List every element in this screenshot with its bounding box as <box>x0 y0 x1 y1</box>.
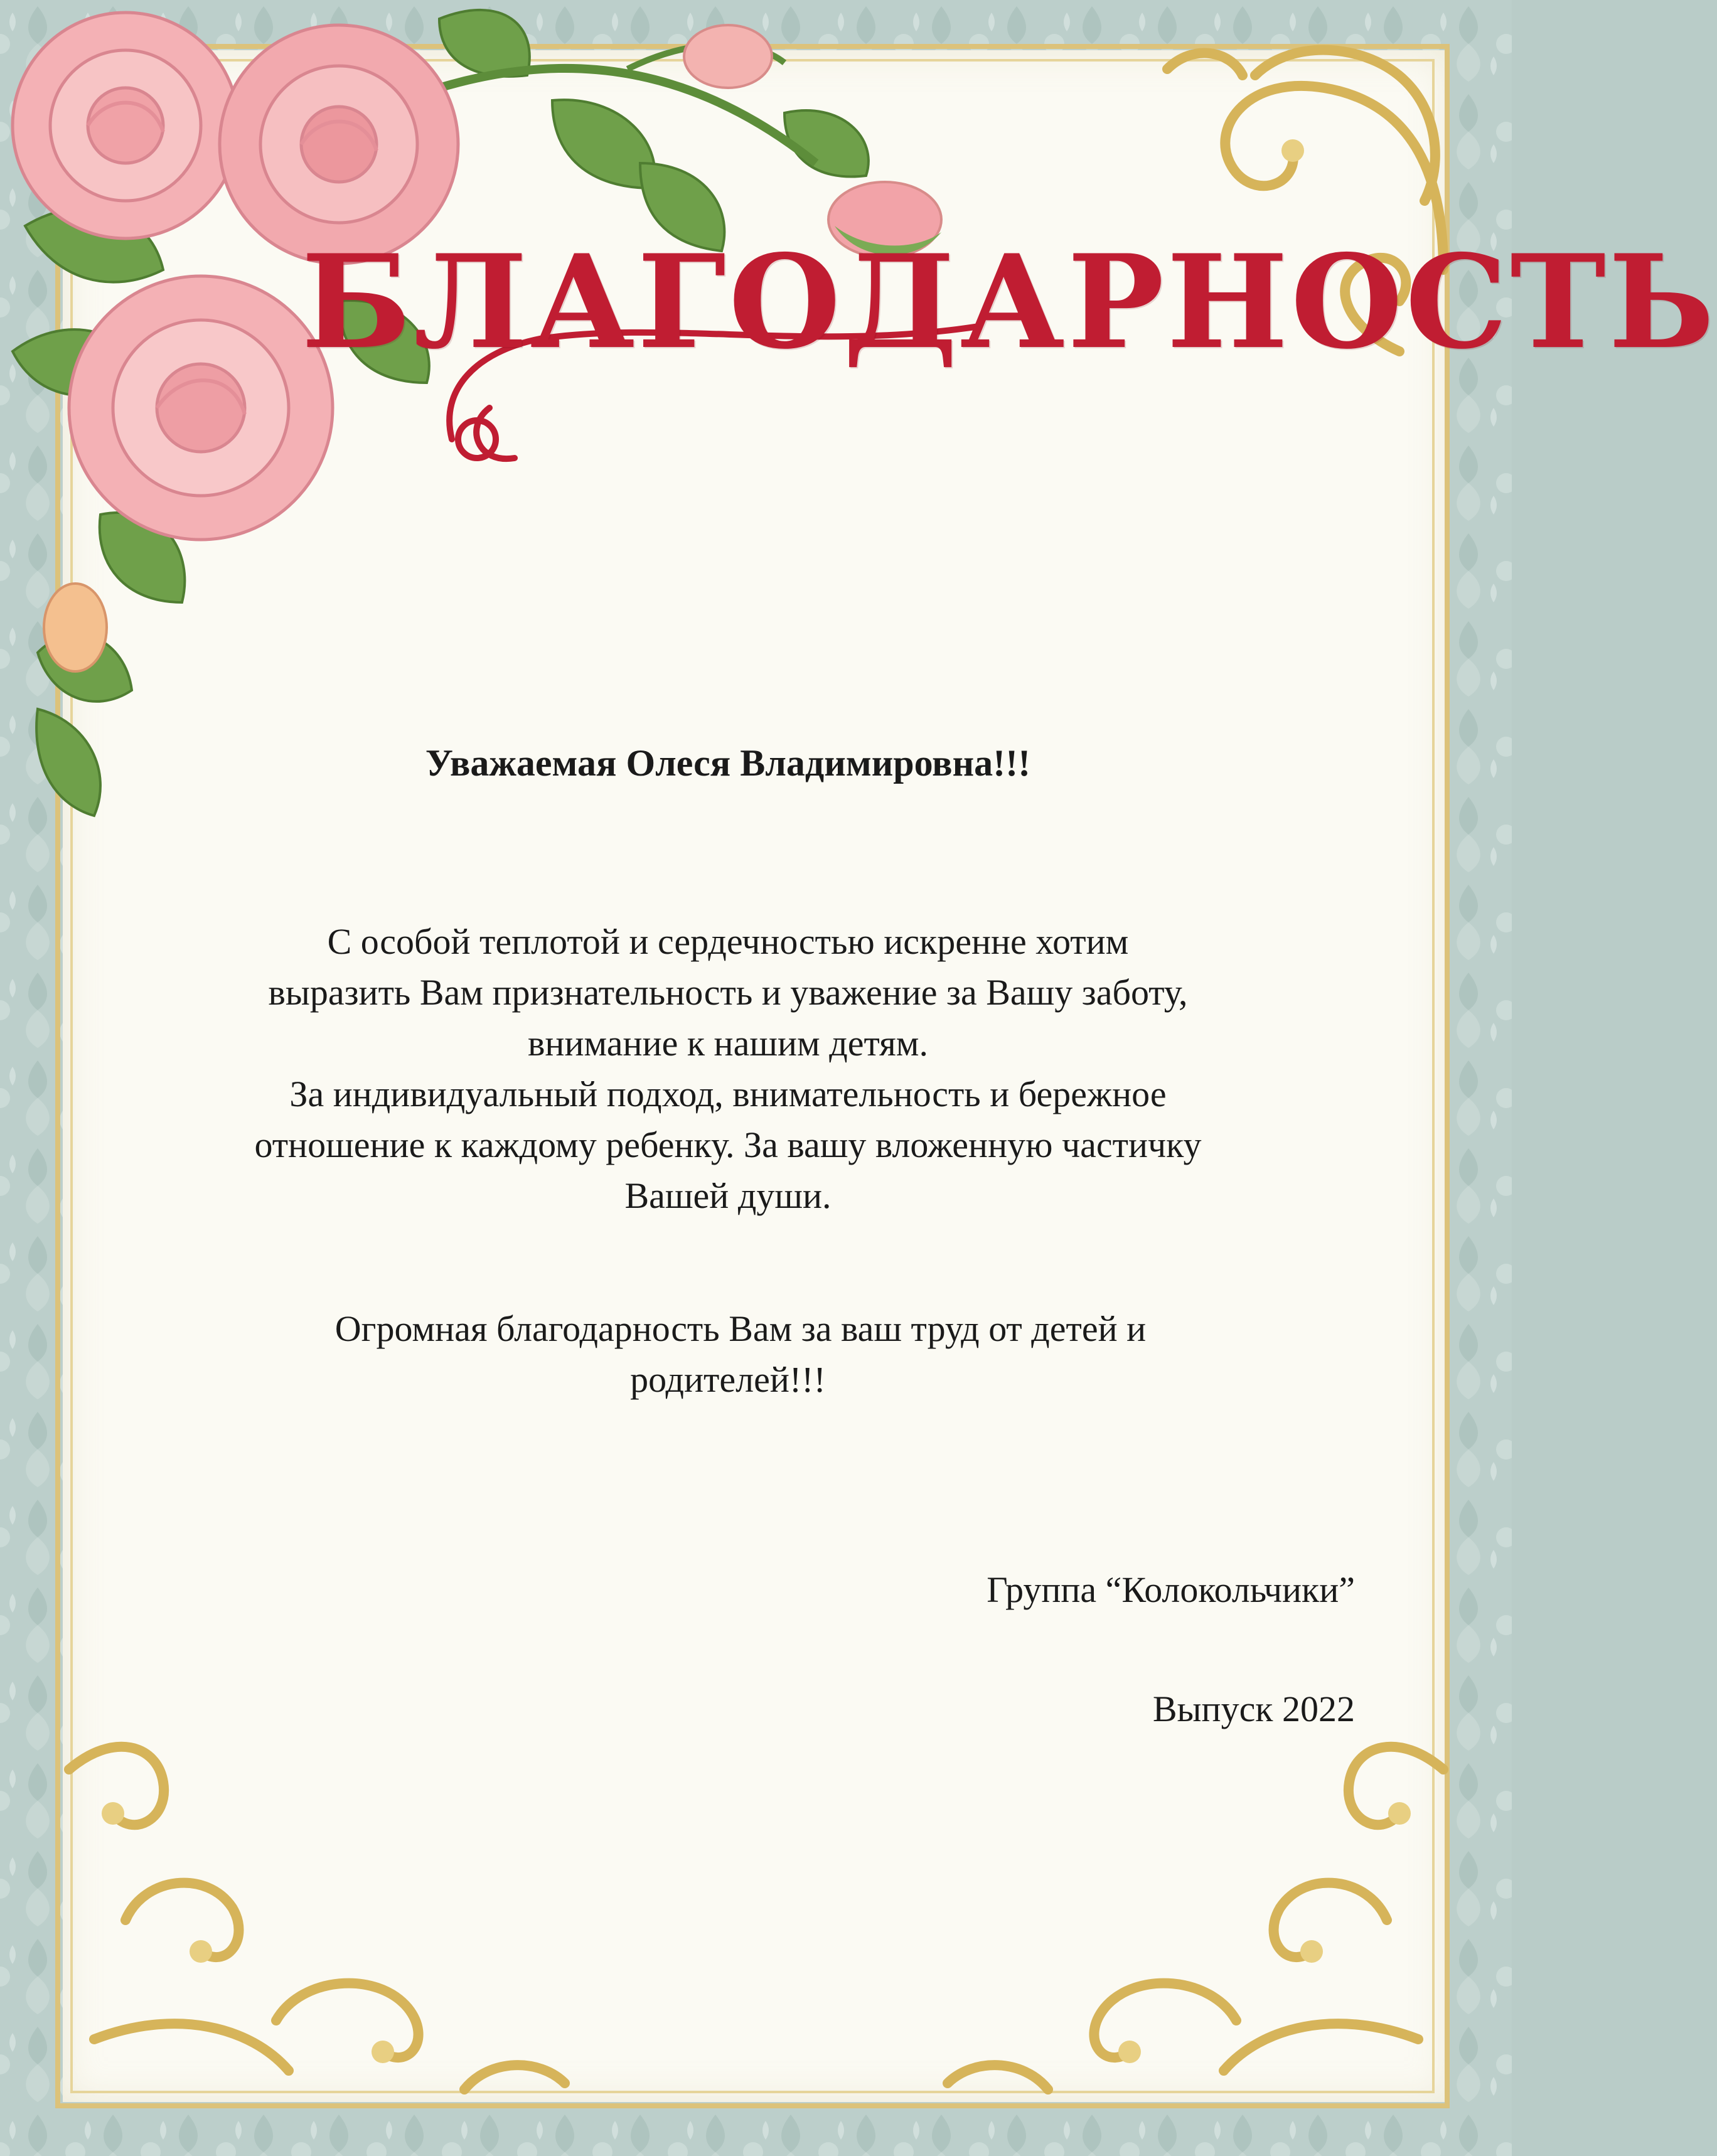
body-line: выразить Вам признательность и уважение за Вашу заботу, <box>268 972 1188 1013</box>
closing-line: Огромная благодарность Вам за ваш труд от детей и <box>334 1308 1147 1349</box>
closing-line: родителей!!! <box>630 1359 826 1400</box>
salutation: Уважаемая Олеся Владимировна!!! <box>425 742 1031 784</box>
graduation-year: Выпуск 2022 <box>1152 1689 1355 1729</box>
group-name: Группа “Колокольчики” <box>987 1569 1355 1610</box>
body-line: За индивидуальный подход, внимательность и бережное <box>289 1074 1167 1114</box>
body-line: Вашей души. <box>624 1175 832 1216</box>
body-line: отношение к каждому ребенку. За вашу вложенную частичку <box>254 1124 1202 1165</box>
certificate-title-text: БЛАГОДАРНОСТЬ <box>301 227 1717 378</box>
body-line: С особой теплотой и сердечностью искренне хотим <box>327 921 1129 962</box>
body-paragraph <box>176 916 1280 1221</box>
closing-paragraph <box>176 1303 1280 1405</box>
body-line: внимание к нашим детям. <box>528 1023 928 1064</box>
certificate-title <box>0 227 1717 378</box>
